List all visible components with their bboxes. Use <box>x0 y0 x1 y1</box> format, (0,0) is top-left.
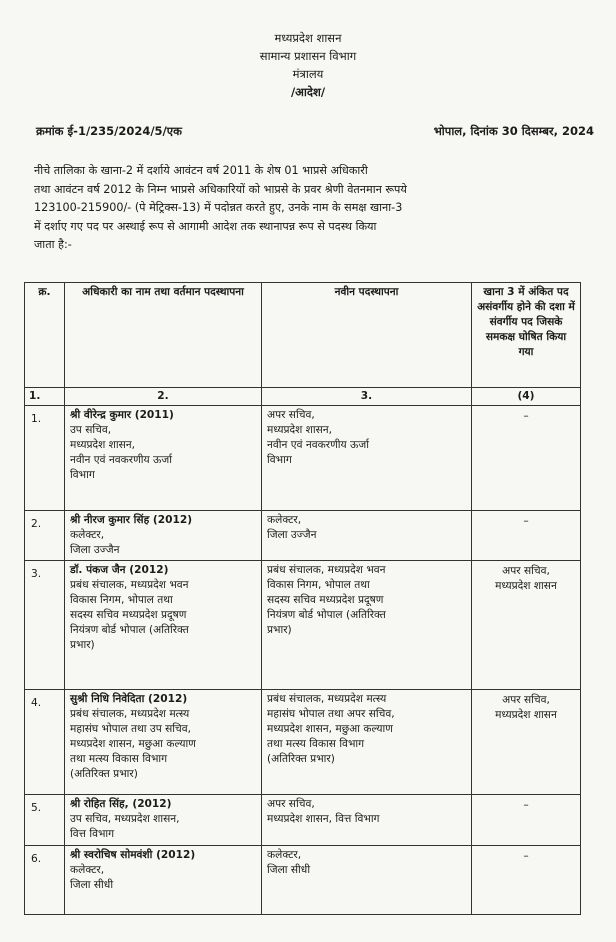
current-posting <box>70 707 256 782</box>
current-posting-line: तथा मत्स्य विकास विभाग <box>70 753 168 765</box>
table-row <box>25 690 581 795</box>
new-posting-line: कलेक्टर, <box>267 849 302 861</box>
new-posting-line: विभाग <box>267 454 292 466</box>
officer-name: सुश्री निधि निवेदिता (2012) <box>70 693 188 705</box>
row-serial: 5. <box>25 795 65 846</box>
equivalent-post-line: अपर सचिव, <box>502 694 550 706</box>
paragraph-line: 123100-215900/- (पे मेट्रिक्स-13) में पदोन्नत करते हुए, उनके नाम के समक्ष खाना-3 <box>34 201 403 215</box>
current-posting-line: उप सचिव, <box>70 424 112 436</box>
new-posting-line: मध्यप्रदेश शासन, वित्त विभाग <box>267 813 380 825</box>
new-posting-line: प्रबंध संचालक, मध्यप्रदेश भवन <box>267 564 386 576</box>
new-posting-line: सदस्य सचिव मध्यप्रदेश प्रदूषण <box>267 594 384 606</box>
current-posting-line: उप सचिव, मध्यप्रदेश शासन, <box>70 813 180 825</box>
header-officer: अधिकारी का नाम तथा वर्तमान पदस्थापना <box>65 283 262 388</box>
new-posting-cell <box>262 846 472 915</box>
new-posting-cell <box>262 511 472 561</box>
row-serial: 2. <box>25 511 65 561</box>
order-paragraph <box>34 162 599 255</box>
current-posting <box>70 863 256 893</box>
officer-cell <box>65 846 262 915</box>
table-row <box>25 406 581 511</box>
equivalent-post-line: अपर सचिव, <box>502 565 550 577</box>
equivalent-post-line: – <box>523 515 529 527</box>
govt-title: मध्यप्रदेश शासन <box>274 31 342 45</box>
equivalent-post-line: – <box>523 850 529 862</box>
col-number: (4) <box>472 388 581 406</box>
current-posting-line: वित्त विभाग <box>70 828 115 840</box>
current-posting-line: महासंघ भोपाल तथा उप सचिव, <box>70 723 191 735</box>
col-number: 2. <box>65 388 262 406</box>
order-number: क्रमांक ई-1/235/2024/5/एक <box>36 124 182 138</box>
equivalent-post-line: मध्यप्रदेश शासन <box>495 580 557 592</box>
col-number: 3. <box>262 388 472 406</box>
posting-table <box>24 282 581 915</box>
current-posting-line: जिला सीधी <box>70 879 114 891</box>
new-posting-cell <box>262 690 472 795</box>
current-posting <box>70 812 256 842</box>
officer-cell <box>65 511 262 561</box>
paragraph-line: नीचे तालिका के खाना-2 में दर्शाये आवंटन वर्ष 2011 के शेष 01 भाप्रसे अधिकारी <box>34 164 368 177</box>
equivalent-post-cell <box>472 690 581 795</box>
current-posting-line: नवीन एवं नवकरणीय ऊर्जा <box>70 454 172 466</box>
current-posting <box>70 423 256 483</box>
paragraph-line: जाता है:- <box>34 238 72 252</box>
new-posting-line: प्रबंध संचालक, मध्यप्रदेश मत्स्य <box>267 693 387 705</box>
officer-cell <box>65 795 262 846</box>
paragraph-line: में दर्शाए गए पद पर अस्थाई रूप से आगामी आदेश तक स्थानापन्न रूप से पदस्थ किया <box>34 219 377 233</box>
new-posting-line: अपर सचिव, <box>267 798 315 810</box>
current-posting-line: नियंत्रण बोर्ड भोपाल (अतिरिक्त <box>70 624 189 636</box>
current-posting-line: प्रबंध संचालक, मध्यप्रदेश भवन <box>70 579 189 591</box>
new-posting-cell <box>262 561 472 690</box>
current-posting-line: कलेक्टर, <box>70 864 105 876</box>
column-number-row <box>25 388 581 406</box>
col-number: 1. <box>25 388 65 406</box>
equivalent-post-cell <box>472 795 581 846</box>
new-posting-line: मध्यप्रदेश शासन, मछुआ कल्याण <box>267 723 393 735</box>
equivalent-post-cell <box>472 511 581 561</box>
current-posting-line: विकास निगम, भोपाल तथा <box>70 594 173 606</box>
new-posting-line: मध्यप्रदेश शासन, <box>267 424 333 436</box>
new-posting-line: नियंत्रण बोर्ड भोपाल (अतिरिक्त <box>267 609 386 621</box>
new-posting-cell <box>262 406 472 511</box>
equivalent-post-line: – <box>523 410 529 422</box>
current-posting-line: प्रबंध संचालक, मध्यप्रदेश मत्स्य <box>70 708 190 720</box>
officer-cell <box>65 561 262 690</box>
ministry-title: मंत्रालय <box>292 67 324 81</box>
department-title: सामान्य प्रशासन विभाग <box>259 49 357 63</box>
current-posting-line: सदस्य सचिव मध्यप्रदेश प्रदूषण <box>70 609 187 621</box>
current-posting-line: (अतिरिक्त प्रभार) <box>70 768 138 780</box>
header-equivalent: खाना 3 में अंकित पद असंवर्गीय होने की दशा में संवर्गीय पद जिसके समकक्ष घोषित किया गया <box>472 283 581 388</box>
new-posting-line: कलेक्टर, <box>267 514 302 526</box>
current-posting-line: जिला उज्जैन <box>70 544 120 556</box>
current-posting-line: प्रभार) <box>70 639 95 651</box>
officer-name: डॉ. पंकज जैन (2012) <box>70 564 169 576</box>
current-posting <box>70 578 256 653</box>
table-row <box>25 511 581 561</box>
new-posting-line: नवीन एवं नवकरणीय ऊर्जा <box>267 439 369 451</box>
current-posting-line: कलेक्टर, <box>70 529 105 541</box>
new-posting-line: जिला सीधी <box>267 864 311 876</box>
equivalent-post-line: मध्यप्रदेश शासन <box>495 709 557 721</box>
officer-cell <box>65 690 262 795</box>
order-heading: /आदेश/ <box>290 85 326 99</box>
row-serial: 4. <box>25 690 65 795</box>
new-posting-line: तथा मत्स्य विकास विभाग <box>267 738 365 750</box>
paragraph-line: तथा आवंटन वर्ष 2012 के निम्न भाप्रसे अधिकारियों को भाप्रसे के प्रवर श्रेणी वेतनमान रूपये <box>34 182 407 196</box>
current-posting-line: मध्यप्रदेश शासन, <box>70 439 136 451</box>
officer-name: श्री स्वरोचिष सोमवंशी (2012) <box>70 849 196 861</box>
current-posting-line: मध्यप्रदेश शासन, मछुआ कल्याण <box>70 738 196 750</box>
officer-name: श्री वीरेन्द्र कुमार (2011) <box>70 409 174 421</box>
new-posting-line: प्रभार) <box>267 624 292 636</box>
new-posting-line: अपर सचिव, <box>267 409 315 421</box>
current-posting <box>70 528 256 558</box>
new-posting-line: विकास निगम, भोपाल तथा <box>267 579 370 591</box>
row-serial: 3. <box>25 561 65 690</box>
new-posting-line: जिला उज्जैन <box>267 529 317 541</box>
table-row <box>25 846 581 915</box>
new-posting-cell <box>262 795 472 846</box>
new-posting-line: महासंघ भोपाल तथा अपर सचिव, <box>267 708 395 720</box>
current-posting-line: विभाग <box>70 469 95 481</box>
equivalent-post-cell <box>472 846 581 915</box>
equivalent-post-cell <box>472 561 581 690</box>
table-row <box>25 795 581 846</box>
row-serial: 6. <box>25 846 65 915</box>
table-row <box>25 561 581 690</box>
header-serial: क्र. <box>25 283 65 388</box>
new-posting-line: (अतिरिक्त प्रभार) <box>267 753 335 765</box>
header-new-posting: नवीन पदस्थापना <box>262 283 472 388</box>
row-serial: 1. <box>25 406 65 511</box>
order-date: भोपाल, दिनांक 30 दिसम्बर, 2024 <box>433 124 594 138</box>
equivalent-post-line: – <box>523 799 529 811</box>
officer-cell <box>65 406 262 511</box>
officer-name: श्री नीरज कुमार सिंह (2012) <box>70 514 193 526</box>
officer-name: श्री रोहित सिंह, (2012) <box>70 798 172 810</box>
table-header-row <box>25 283 581 388</box>
equivalent-post-cell <box>472 406 581 511</box>
